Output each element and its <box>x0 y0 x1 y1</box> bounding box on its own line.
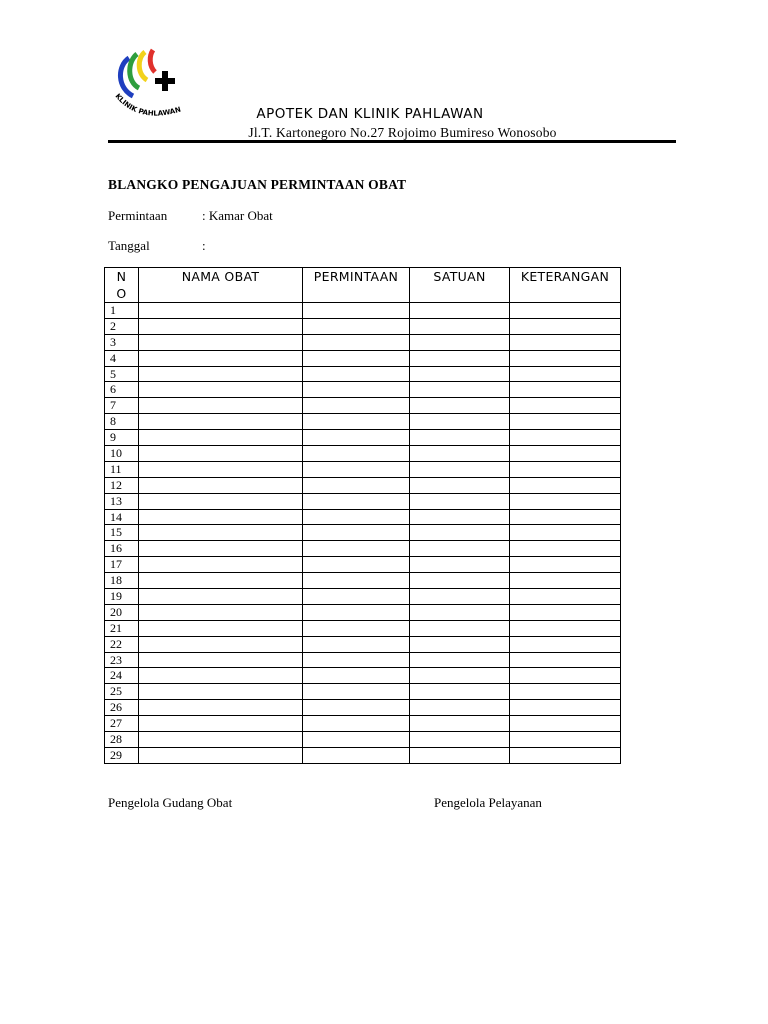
col-header-nama-obat: NAMA OBAT <box>139 268 303 303</box>
table-row <box>105 620 621 636</box>
cell-satuan[interactable] <box>410 573 510 589</box>
cell-nama-obat[interactable] <box>139 573 303 589</box>
table-row <box>105 318 621 334</box>
signature-service-manager: Pengelola Pelayanan <box>434 795 542 810</box>
cell-satuan[interactable] <box>410 684 510 700</box>
cell-keterangan[interactable] <box>510 716 621 732</box>
cell-nama-obat[interactable] <box>139 732 303 748</box>
cell-nama-obat[interactable] <box>139 414 303 430</box>
cell-permintaan[interactable] <box>303 573 410 589</box>
cell-satuan[interactable] <box>410 382 510 398</box>
cell-nama-obat[interactable] <box>139 430 303 446</box>
cell-satuan[interactable] <box>410 334 510 350</box>
logo-text: KLINIK PAHLAWAN <box>113 92 182 118</box>
cell-satuan[interactable] <box>410 493 510 509</box>
cell-keterangan[interactable] <box>510 382 621 398</box>
cell-satuan[interactable] <box>410 509 510 525</box>
table-row <box>105 668 621 684</box>
table-row <box>105 350 621 366</box>
row-number: 8 <box>105 414 139 430</box>
cell-keterangan[interactable] <box>510 430 621 446</box>
cell-satuan[interactable] <box>410 461 510 477</box>
cell-satuan[interactable] <box>410 303 510 319</box>
cell-keterangan[interactable] <box>510 509 621 525</box>
row-number: 3 <box>105 334 139 350</box>
cell-nama-obat[interactable] <box>139 461 303 477</box>
row-number: 15 <box>105 525 139 541</box>
row-number: 20 <box>105 604 139 620</box>
cell-nama-obat[interactable] <box>139 366 303 382</box>
cell-satuan[interactable] <box>410 668 510 684</box>
cell-nama-obat[interactable] <box>139 350 303 366</box>
row-number: 27 <box>105 716 139 732</box>
cell-permintaan[interactable] <box>303 525 410 541</box>
cell-keterangan[interactable] <box>510 303 621 319</box>
cell-satuan[interactable] <box>410 446 510 462</box>
row-number: 21 <box>105 620 139 636</box>
cell-permintaan[interactable] <box>303 493 410 509</box>
cell-keterangan[interactable] <box>510 493 621 509</box>
cell-satuan[interactable] <box>410 652 510 668</box>
table-row <box>105 398 621 414</box>
cell-permintaan[interactable] <box>303 382 410 398</box>
cell-keterangan[interactable] <box>510 684 621 700</box>
table-row <box>105 525 621 541</box>
cell-nama-obat[interactable] <box>139 382 303 398</box>
cell-keterangan[interactable] <box>510 557 621 573</box>
cell-satuan[interactable] <box>410 541 510 557</box>
col-header-keterangan: KETERANGAN <box>510 268 621 303</box>
cell-nama-obat[interactable] <box>139 636 303 652</box>
table-row <box>105 366 621 382</box>
form-title: BLANGKO PENGAJUAN PERMINTAAN OBAT <box>108 177 407 192</box>
cell-permintaan[interactable] <box>303 716 410 732</box>
table-row <box>105 636 621 652</box>
medicine-request-table <box>104 267 621 764</box>
cell-keterangan[interactable] <box>510 461 621 477</box>
cell-satuan[interactable] <box>410 747 510 763</box>
cell-permintaan[interactable] <box>303 366 410 382</box>
cell-nama-obat[interactable] <box>139 668 303 684</box>
cell-permintaan[interactable] <box>303 557 410 573</box>
cell-satuan[interactable] <box>410 398 510 414</box>
table-row <box>105 557 621 573</box>
row-number: 23 <box>105 652 139 668</box>
cell-nama-obat[interactable] <box>139 589 303 605</box>
cell-permintaan[interactable] <box>303 334 410 350</box>
cell-keterangan[interactable] <box>510 477 621 493</box>
cell-keterangan[interactable] <box>510 652 621 668</box>
cell-satuan[interactable] <box>410 318 510 334</box>
row-number: 29 <box>105 747 139 763</box>
row-number: 4 <box>105 350 139 366</box>
cell-keterangan[interactable] <box>510 636 621 652</box>
cell-keterangan[interactable] <box>510 414 621 430</box>
cell-satuan[interactable] <box>410 716 510 732</box>
row-number: 6 <box>105 382 139 398</box>
cell-keterangan[interactable] <box>510 732 621 748</box>
cell-nama-obat[interactable] <box>139 684 303 700</box>
cell-satuan[interactable] <box>410 525 510 541</box>
table-row <box>105 652 621 668</box>
row-number: 11 <box>105 461 139 477</box>
col-header-satuan: SATUAN <box>410 268 510 303</box>
cell-keterangan[interactable] <box>510 366 621 382</box>
cell-nama-obat[interactable] <box>139 700 303 716</box>
cell-satuan[interactable] <box>410 604 510 620</box>
cell-satuan[interactable] <box>410 350 510 366</box>
row-number: 10 <box>105 446 139 462</box>
cell-satuan[interactable] <box>410 430 510 446</box>
cell-nama-obat[interactable] <box>139 557 303 573</box>
cell-permintaan[interactable] <box>303 684 410 700</box>
cell-permintaan[interactable] <box>303 732 410 748</box>
cell-permintaan[interactable] <box>303 461 410 477</box>
cell-permintaan[interactable] <box>303 430 410 446</box>
cell-nama-obat[interactable] <box>139 446 303 462</box>
date-value: : <box>202 238 206 253</box>
cell-satuan[interactable] <box>410 414 510 430</box>
table-row <box>105 430 621 446</box>
cell-keterangan[interactable] <box>510 589 621 605</box>
cell-permintaan[interactable] <box>303 589 410 605</box>
header-divider <box>108 140 676 143</box>
table-row <box>105 732 621 748</box>
row-number: 7 <box>105 398 139 414</box>
row-number: 19 <box>105 589 139 605</box>
cell-satuan[interactable] <box>410 557 510 573</box>
row-number: 1 <box>105 303 139 319</box>
table-row <box>105 573 621 589</box>
cell-satuan[interactable] <box>410 636 510 652</box>
cell-permintaan[interactable] <box>303 604 410 620</box>
cell-keterangan[interactable] <box>510 318 621 334</box>
cell-permintaan[interactable] <box>303 636 410 652</box>
cell-keterangan[interactable] <box>510 525 621 541</box>
row-number: 25 <box>105 684 139 700</box>
row-number: 22 <box>105 636 139 652</box>
cell-permintaan[interactable] <box>303 747 410 763</box>
cell-permintaan[interactable] <box>303 303 410 319</box>
cell-nama-obat[interactable] <box>139 334 303 350</box>
cell-keterangan[interactable] <box>510 334 621 350</box>
row-number: 17 <box>105 557 139 573</box>
cell-permintaan[interactable] <box>303 509 410 525</box>
cell-keterangan[interactable] <box>510 350 621 366</box>
table-row <box>105 493 621 509</box>
table-row <box>105 604 621 620</box>
clinic-address: Jl.T. Kartonegoro No.27 Rojoimo Bumireso Wonosobo <box>248 125 557 140</box>
table-header-row <box>105 268 621 303</box>
table-row <box>105 700 621 716</box>
row-number: 14 <box>105 509 139 525</box>
cell-keterangan[interactable] <box>510 541 621 557</box>
table-row <box>105 303 621 319</box>
cell-satuan[interactable] <box>410 620 510 636</box>
cell-keterangan[interactable] <box>510 604 621 620</box>
table-row <box>105 684 621 700</box>
signature-warehouse-manager: Pengelola Gudang Obat <box>108 795 233 810</box>
cell-nama-obat[interactable] <box>139 747 303 763</box>
col-header-permintaan: PERMINTAAN <box>303 268 410 303</box>
cell-keterangan[interactable] <box>510 747 621 763</box>
table-row <box>105 716 621 732</box>
row-number: 9 <box>105 430 139 446</box>
request-value: : Kamar Obat <box>202 208 273 223</box>
table-row <box>105 334 621 350</box>
cell-nama-obat[interactable] <box>139 303 303 319</box>
table-row <box>105 589 621 605</box>
table-row <box>105 541 621 557</box>
table-row <box>105 461 621 477</box>
cell-nama-obat[interactable] <box>139 620 303 636</box>
cell-nama-obat[interactable] <box>139 604 303 620</box>
clinic-logo <box>107 44 193 124</box>
cell-permintaan[interactable] <box>303 398 410 414</box>
cell-permintaan[interactable] <box>303 477 410 493</box>
row-number: 26 <box>105 700 139 716</box>
cell-nama-obat[interactable] <box>139 541 303 557</box>
cell-satuan[interactable] <box>410 589 510 605</box>
row-number: 16 <box>105 541 139 557</box>
request-label: Permintaan <box>108 208 168 223</box>
cell-permintaan[interactable] <box>303 620 410 636</box>
cell-permintaan[interactable] <box>303 541 410 557</box>
cell-keterangan[interactable] <box>510 620 621 636</box>
cell-nama-obat[interactable] <box>139 525 303 541</box>
cell-nama-obat[interactable] <box>139 477 303 493</box>
cell-keterangan[interactable] <box>510 700 621 716</box>
cell-nama-obat[interactable] <box>139 716 303 732</box>
cell-keterangan[interactable] <box>510 398 621 414</box>
row-number: 2 <box>105 318 139 334</box>
table-row <box>105 446 621 462</box>
row-number: 18 <box>105 573 139 589</box>
table-row <box>105 747 621 763</box>
table-row <box>105 414 621 430</box>
cell-keterangan[interactable] <box>510 446 621 462</box>
table-row <box>105 477 621 493</box>
table-row <box>105 509 621 525</box>
row-number: 12 <box>105 477 139 493</box>
clinic-name: APOTEK DAN KLINIK PAHLAWAN <box>256 106 484 122</box>
row-number: 24 <box>105 668 139 684</box>
date-label: Tanggal <box>108 238 150 253</box>
cell-satuan[interactable] <box>410 700 510 716</box>
cell-nama-obat[interactable] <box>139 398 303 414</box>
col-header-no: N O <box>105 268 139 303</box>
cell-satuan[interactable] <box>410 477 510 493</box>
cell-permintaan[interactable] <box>303 350 410 366</box>
cell-keterangan[interactable] <box>510 668 621 684</box>
cell-permintaan[interactable] <box>303 652 410 668</box>
cell-satuan[interactable] <box>410 732 510 748</box>
cell-nama-obat[interactable] <box>139 318 303 334</box>
cell-nama-obat[interactable] <box>139 652 303 668</box>
row-number: 28 <box>105 732 139 748</box>
cell-permintaan[interactable] <box>303 668 410 684</box>
cell-permintaan[interactable] <box>303 414 410 430</box>
cell-nama-obat[interactable] <box>139 493 303 509</box>
cell-satuan[interactable] <box>410 366 510 382</box>
svg-text:KLINIK PAHLAWAN <box>113 92 182 117</box>
table-row <box>105 382 621 398</box>
cell-permintaan[interactable] <box>303 700 410 716</box>
cell-keterangan[interactable] <box>510 573 621 589</box>
row-number: 13 <box>105 493 139 509</box>
cell-permintaan[interactable] <box>303 318 410 334</box>
cell-permintaan[interactable] <box>303 446 410 462</box>
row-number: 5 <box>105 366 139 382</box>
cell-nama-obat[interactable] <box>139 509 303 525</box>
